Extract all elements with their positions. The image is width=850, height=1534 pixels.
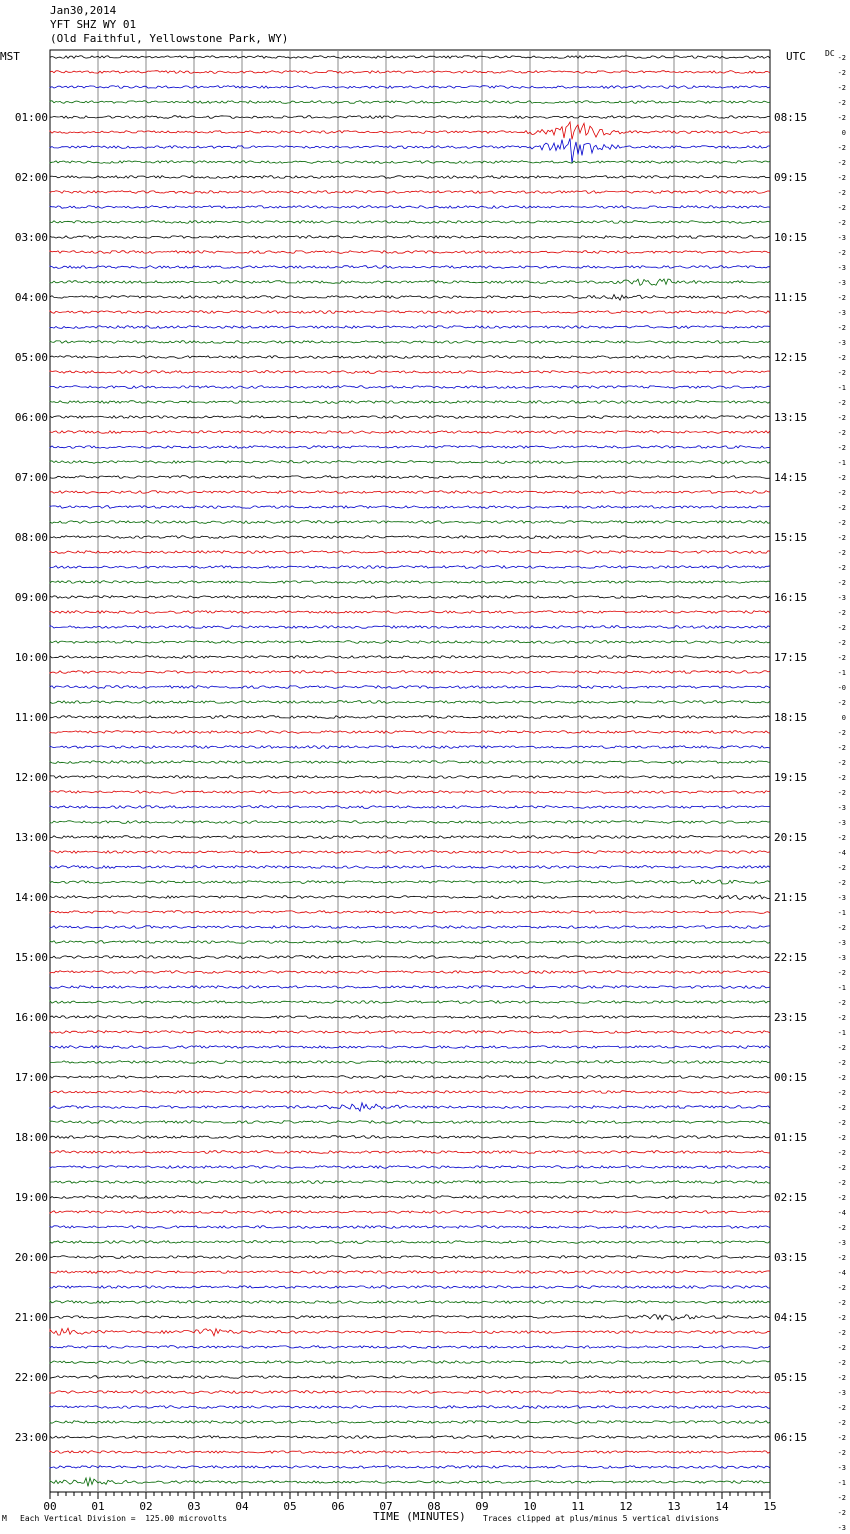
left-hour-label: 10:00	[14, 651, 48, 664]
trace-14	[50, 266, 770, 269]
dc-offset-label: -2	[837, 1359, 846, 1367]
trace-89	[50, 1391, 770, 1394]
left-hour-label: 06:00	[14, 411, 48, 424]
left-hour-label: 03:00	[14, 231, 48, 244]
trace-30	[50, 506, 770, 509]
trace-13	[50, 251, 770, 254]
dc-offset-label: -2	[837, 1254, 846, 1262]
trace-72	[50, 1136, 770, 1139]
right-hour-label: 08:15	[774, 111, 808, 124]
trace-80	[50, 1256, 770, 1259]
x-tick-label: 04	[235, 1500, 249, 1513]
station-label: YFT SHZ WY 01	[50, 18, 137, 31]
x-tick-label: 05	[283, 1500, 297, 1513]
location-label: (Old Faithful, Yellowstone Park, WY)	[50, 32, 289, 45]
trace-25	[50, 431, 770, 434]
trace-85	[50, 1328, 770, 1336]
dc-offset-label: -2	[837, 489, 846, 497]
trace-2	[50, 86, 770, 89]
dc-offset-label: -2	[837, 1509, 846, 1517]
dc-offset-label: -2	[837, 1149, 846, 1157]
trace-40	[50, 656, 770, 659]
dc-offset-label: -2	[837, 1374, 846, 1382]
dc-offset-label: -1	[837, 384, 846, 392]
dc-offset-label: -2	[837, 249, 846, 257]
x-tick-label: 14	[715, 1500, 729, 1513]
right-hour-label: 16:15	[774, 591, 808, 604]
trace-67	[50, 1061, 770, 1064]
dc-offset-label: 0	[841, 129, 846, 137]
trace-46	[50, 746, 770, 749]
dc-offset-label: -2	[837, 1119, 846, 1127]
dc-offset-label: -2	[837, 1104, 846, 1112]
left-hour-label: 04:00	[14, 291, 48, 304]
dc-offset-label: -2	[837, 1089, 846, 1097]
dc-offset-label: -2	[837, 999, 846, 1007]
right-hour-label: 09:15	[774, 171, 808, 184]
dc-offset-label: -2	[837, 54, 846, 62]
right-hour-label: 14:15	[774, 471, 808, 484]
trace-56	[50, 895, 770, 899]
left-hour-label: 01:00	[14, 111, 48, 124]
right-hour-label: 12:15	[774, 351, 808, 364]
dc-offset-label: -2	[837, 729, 846, 737]
x-tick-label: 12	[619, 1500, 633, 1513]
trace-54	[50, 866, 770, 869]
trace-59	[50, 941, 770, 944]
dc-offset-label: -2	[837, 879, 846, 887]
trace-41	[50, 671, 770, 674]
dc-offset-label: -2	[837, 534, 846, 542]
dc-offset-label: -2	[837, 414, 846, 422]
trace-5	[50, 122, 770, 139]
right-hour-label: 15:15	[774, 531, 808, 544]
trace-1	[50, 71, 770, 74]
dc-offset-label: -2	[837, 1044, 846, 1052]
dc-offset-label: -2	[837, 699, 846, 707]
trace-87	[50, 1361, 770, 1364]
dc-offset-label: -2	[837, 1449, 846, 1457]
trace-48	[50, 776, 770, 779]
trace-69	[50, 1091, 770, 1094]
left-hour-label: 13:00	[14, 831, 48, 844]
right-hour-label: 01:15	[774, 1131, 808, 1144]
trace-62	[50, 986, 770, 989]
left-hour-label: 02:00	[14, 171, 48, 184]
trace-11	[50, 221, 770, 224]
dc-offset-label: -2	[837, 1314, 846, 1322]
dc-offset-label: -4	[837, 1269, 846, 1277]
dc-offset-label: -2	[837, 369, 846, 377]
dc-offset-label: -2	[837, 579, 846, 587]
trace-93	[50, 1451, 770, 1454]
dc-offset-label: -2	[837, 1329, 846, 1337]
left-timezone-label: MST	[0, 50, 20, 63]
date-label: Jan30,2014	[50, 4, 117, 17]
dc-offset-label: -2	[837, 324, 846, 332]
dc-label: DC	[825, 49, 835, 58]
dc-offset-label: -2	[837, 144, 846, 152]
trace-94	[50, 1466, 770, 1469]
dc-offset-label: -1	[837, 909, 846, 917]
trace-32	[50, 536, 770, 539]
dc-offset-label: -2	[837, 1434, 846, 1442]
trace-18	[50, 326, 770, 329]
dc-offset-label: -3	[837, 279, 846, 287]
dc-offset-label: -3	[837, 1464, 846, 1472]
trace-42	[50, 686, 770, 689]
x-tick-label: 13	[667, 1500, 681, 1513]
dc-offset-label: -2	[837, 969, 846, 977]
dc-offset-label: -2	[837, 759, 846, 767]
dc-offset-label: -2	[837, 1494, 846, 1502]
clip-note: Traces clipped at plus/minus 5 vertical divisions	[483, 1514, 720, 1523]
left-hour-label: 12:00	[14, 771, 48, 784]
dc-offset-label: -3	[837, 264, 846, 272]
trace-75	[50, 1181, 770, 1184]
dc-offset-label: -2	[837, 564, 846, 572]
trace-21	[50, 371, 770, 374]
trace-0	[50, 56, 770, 59]
dc-offset-label: -2	[837, 519, 846, 527]
dc-offset-label: -2	[837, 1014, 846, 1022]
dc-offset-label: -1	[837, 1479, 846, 1487]
left-hour-label: 09:00	[14, 591, 48, 604]
right-hour-label: 05:15	[774, 1371, 808, 1384]
dc-offset-label: -3	[837, 1239, 846, 1247]
dc-offset-label: -3	[837, 234, 846, 242]
dc-offset-label: -2	[837, 1284, 846, 1292]
dc-offset-label: -2	[837, 1194, 846, 1202]
right-hour-label: 19:15	[774, 771, 808, 784]
right-timezone-label: UTC	[786, 50, 806, 63]
trace-82	[50, 1286, 770, 1289]
right-hour-label: 02:15	[774, 1191, 808, 1204]
dc-offset-label: -2	[837, 294, 846, 302]
trace-71	[50, 1121, 770, 1124]
dc-offset-label: -2	[837, 1299, 846, 1307]
trace-22	[50, 386, 770, 389]
right-hour-label: 03:15	[774, 1251, 808, 1264]
dc-offset-label: -3	[837, 939, 846, 947]
left-hour-label: 21:00	[14, 1311, 48, 1324]
right-hour-label: 11:15	[774, 291, 808, 304]
left-hour-label: 08:00	[14, 531, 48, 544]
trace-73	[50, 1151, 770, 1154]
trace-44	[50, 716, 770, 719]
x-tick-label: 06	[331, 1500, 345, 1513]
trace-29	[50, 491, 770, 494]
dc-offset-label: -2	[837, 429, 846, 437]
dc-offset-label: -2	[837, 114, 846, 122]
dc-offset-label: -0	[837, 684, 846, 692]
trace-35	[50, 581, 770, 584]
dc-offset-label: -3	[837, 804, 846, 812]
dc-offset-label: -2	[837, 204, 846, 212]
trace-28	[50, 476, 770, 479]
dc-offset-label: -4	[837, 849, 846, 857]
x-tick-label: 00	[43, 1500, 57, 1513]
left-hour-label: 05:00	[14, 351, 48, 364]
trace-15	[50, 279, 770, 285]
right-hour-label: 00:15	[774, 1071, 808, 1084]
trace-20	[50, 356, 770, 359]
trace-60	[50, 956, 770, 959]
right-hour-label: 04:15	[774, 1311, 808, 1324]
dc-offset-label: -2	[837, 774, 846, 782]
dc-offset-label: -2	[837, 159, 846, 167]
trace-95	[50, 1478, 770, 1487]
trace-58	[50, 926, 770, 929]
left-hour-label: 14:00	[14, 891, 48, 904]
dc-offset-label: -2	[837, 1224, 846, 1232]
dc-offset-label: -2	[837, 444, 846, 452]
left-hour-label: 07:00	[14, 471, 48, 484]
trace-81	[50, 1271, 770, 1274]
trace-10	[50, 206, 770, 209]
x-axis-title: TIME (MINUTES)	[373, 1510, 466, 1523]
left-hour-label: 19:00	[14, 1191, 48, 1204]
x-tick-label: 01	[91, 1500, 105, 1513]
trace-91	[50, 1421, 770, 1424]
dc-offset-label: -2	[837, 1164, 846, 1172]
dc-offset-label: -2	[837, 744, 846, 752]
dc-offset-label: -2	[837, 624, 846, 632]
trace-23	[50, 401, 770, 404]
dc-offset-label: -3	[837, 819, 846, 827]
dc-offset-label: -3	[837, 594, 846, 602]
x-tick-label: 09	[475, 1500, 489, 1513]
scale-note: Each Vertical Division = 125.00 microvolts	[20, 1514, 228, 1523]
trace-16	[50, 295, 770, 301]
dc-offset-label: 0	[841, 714, 846, 722]
trace-52	[50, 836, 770, 839]
dc-offset-label: -2	[837, 1344, 846, 1352]
trace-61	[50, 971, 770, 974]
left-hour-label: 22:00	[14, 1371, 48, 1384]
trace-90	[50, 1406, 770, 1409]
dc-offset-label: -2	[837, 789, 846, 797]
trace-76	[50, 1196, 770, 1199]
trace-3	[50, 101, 770, 104]
trace-33	[50, 551, 770, 554]
dc-offset-label: -2	[837, 99, 846, 107]
dc-offset-label: -1	[837, 669, 846, 677]
trace-9	[50, 191, 770, 194]
trace-19	[50, 341, 770, 344]
trace-65	[50, 1031, 770, 1034]
trace-64	[50, 1016, 770, 1019]
trace-39	[50, 641, 770, 644]
trace-63	[50, 1001, 770, 1004]
right-hour-label: 06:15	[774, 1431, 808, 1444]
dc-offset-label: -2	[837, 354, 846, 362]
dc-offset-label: -2	[837, 84, 846, 92]
trace-12	[50, 236, 770, 239]
trace-4	[50, 116, 770, 119]
trace-88	[50, 1376, 770, 1379]
left-hour-label: 20:00	[14, 1251, 48, 1264]
right-hour-label: 17:15	[774, 651, 808, 664]
trace-83	[50, 1301, 770, 1304]
trace-26	[50, 446, 770, 449]
trace-36	[50, 596, 770, 599]
trace-57	[50, 911, 770, 914]
trace-79	[50, 1241, 770, 1244]
trace-8	[50, 176, 770, 179]
dc-offset-label: -3	[837, 894, 846, 902]
dc-offset-label: -3	[837, 1389, 846, 1397]
x-tick-label: 11	[571, 1500, 585, 1513]
left-hour-label: 11:00	[14, 711, 48, 724]
trace-66	[50, 1046, 770, 1049]
trace-51	[50, 821, 770, 824]
trace-38	[50, 626, 770, 629]
corner-mark: M	[2, 1514, 7, 1523]
dc-offset-label: -2	[837, 654, 846, 662]
dc-offset-label: -2	[837, 69, 846, 77]
dc-offset-label: -2	[837, 1179, 846, 1187]
dc-offset-label: -3	[837, 954, 846, 962]
right-hour-label: 22:15	[774, 951, 808, 964]
x-tick-label: 02	[139, 1500, 153, 1513]
left-hour-label: 18:00	[14, 1131, 48, 1144]
dc-offset-label: -1	[837, 1029, 846, 1037]
trace-49	[50, 791, 770, 794]
trace-24	[50, 416, 770, 419]
dc-offset-label: -2	[837, 639, 846, 647]
dc-offset-label: -2	[837, 1419, 846, 1427]
x-tick-label: 07	[379, 1500, 393, 1513]
dc-offset-label: -2	[837, 549, 846, 557]
trace-68	[50, 1076, 770, 1079]
dc-offset-label: -3	[837, 309, 846, 317]
right-hour-label: 13:15	[774, 411, 808, 424]
x-tick-label: 03	[187, 1500, 201, 1513]
dc-offset-label: -2	[837, 609, 846, 617]
x-tick-label: 08	[427, 1500, 441, 1513]
trace-53	[50, 851, 770, 854]
dc-offset-label: -1	[837, 984, 846, 992]
trace-17	[50, 311, 770, 314]
dc-offset-label: -2	[837, 1059, 846, 1067]
trace-70	[50, 1103, 770, 1111]
trace-78	[50, 1226, 770, 1229]
trace-92	[50, 1436, 770, 1439]
left-hour-label: 23:00	[14, 1431, 48, 1444]
right-hour-label: 18:15	[774, 711, 808, 724]
trace-50	[50, 806, 770, 809]
right-hour-label: 23:15	[774, 1011, 808, 1024]
dc-offset-label: -4	[837, 1209, 846, 1217]
dc-offset-label: -3	[837, 339, 846, 347]
plot-frame	[50, 50, 770, 1492]
dc-offset-label: -2	[837, 1134, 846, 1142]
x-tick-label: 10	[523, 1500, 537, 1513]
trace-77	[50, 1211, 770, 1214]
dc-offset-label: -2	[837, 924, 846, 932]
dc-offset-label: -2	[837, 834, 846, 842]
trace-34	[50, 566, 770, 569]
dc-offset-label: -2	[837, 219, 846, 227]
trace-86	[50, 1346, 770, 1349]
left-hour-label: 17:00	[14, 1071, 48, 1084]
dc-offset-label: -2	[837, 189, 846, 197]
trace-43	[50, 701, 770, 704]
trace-37	[50, 611, 770, 614]
trace-27	[50, 461, 770, 464]
trace-47	[50, 761, 770, 764]
dc-offset-label: -2	[837, 504, 846, 512]
dc-offset-label: -2	[837, 864, 846, 872]
left-hour-label: 15:00	[14, 951, 48, 964]
trace-45	[50, 731, 770, 734]
dc-offset-label: -2	[837, 1074, 846, 1082]
trace-84	[50, 1315, 770, 1321]
dc-offset-label: -2	[837, 399, 846, 407]
right-hour-label: 21:15	[774, 891, 808, 904]
trace-31	[50, 521, 770, 524]
trace-55	[50, 880, 770, 884]
dc-offset-label: -2	[837, 1404, 846, 1412]
dc-offset-label: -2	[837, 474, 846, 482]
x-tick-label: 15	[763, 1500, 777, 1513]
right-hour-label: 10:15	[774, 231, 808, 244]
trace-6	[50, 138, 770, 162]
trace-7	[50, 161, 770, 164]
dc-offset-label: -3	[837, 1524, 846, 1532]
left-hour-label: 16:00	[14, 1011, 48, 1024]
dc-offset-label: -2	[837, 174, 846, 182]
right-hour-label: 20:15	[774, 831, 808, 844]
trace-74	[50, 1166, 770, 1169]
dc-offset-label: -1	[837, 459, 846, 467]
